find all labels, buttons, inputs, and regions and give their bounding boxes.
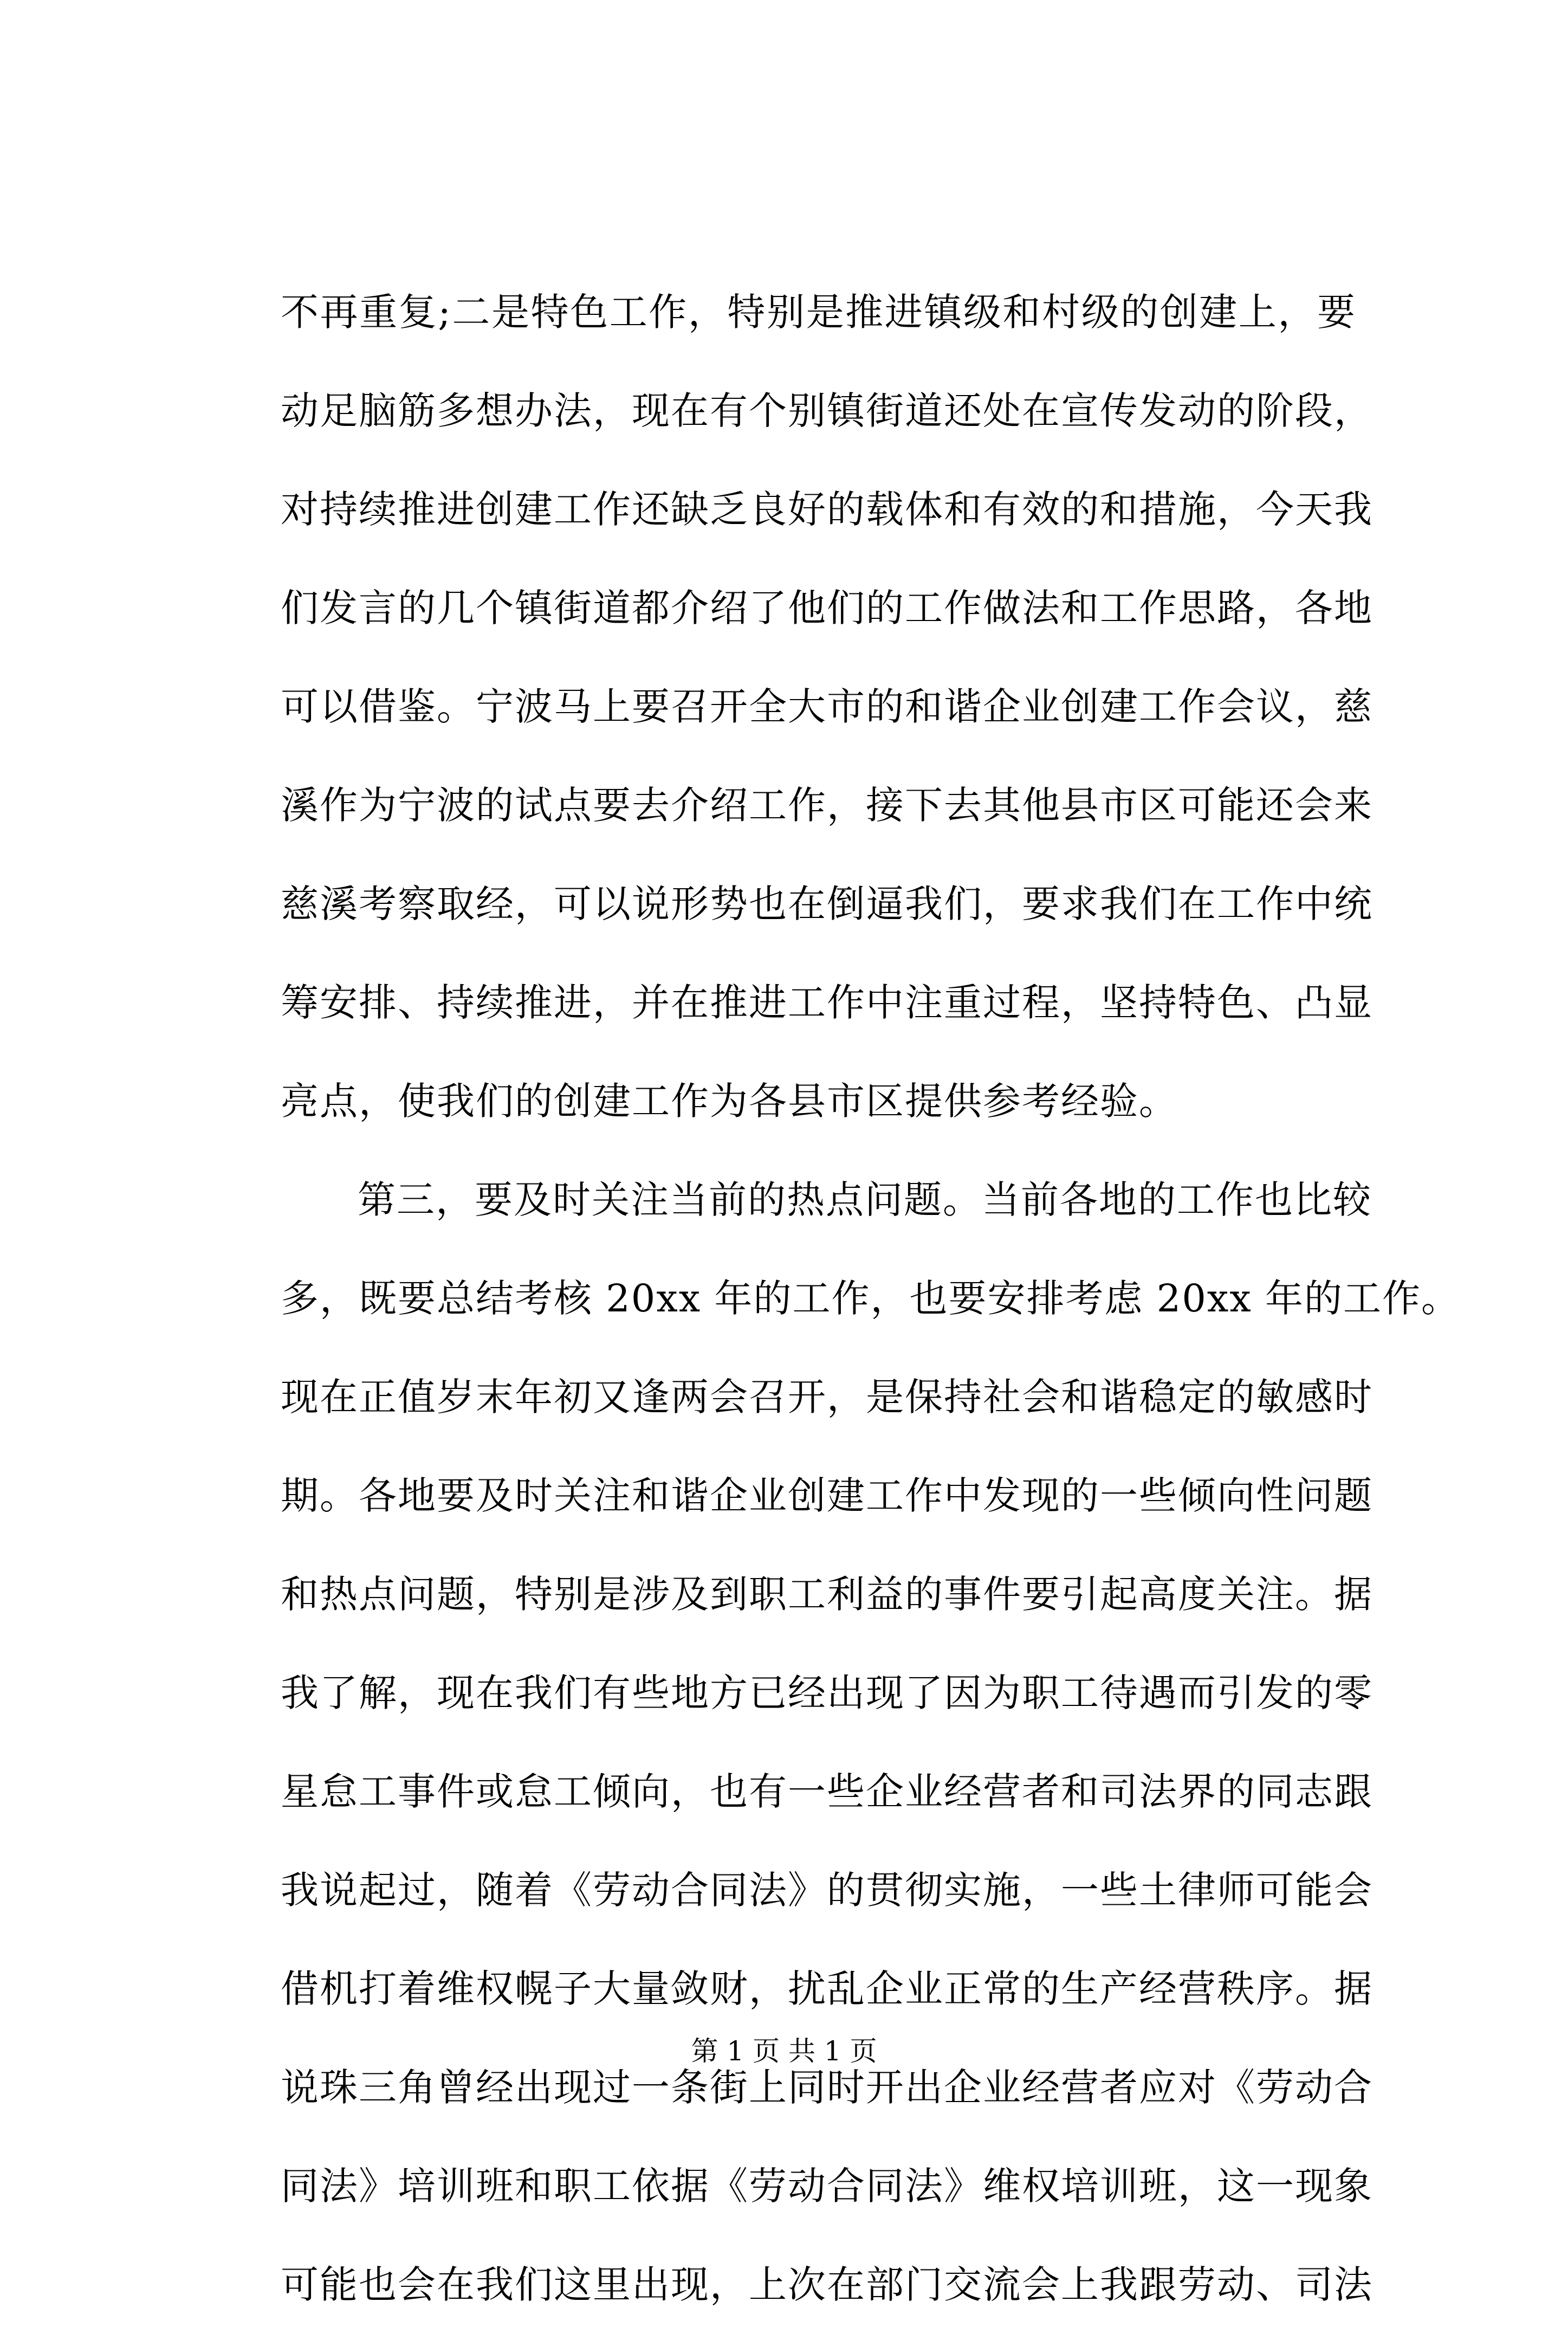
text-line: 现在正值岁末年初又逢两会召开，是保持社会和谐稳定的敏感时 (281, 1375, 1373, 1419)
body-text (281, 263, 1461, 2334)
text-line: 慈溪考察取经，可以说形势也在倒逼我们，要求我们在工作中统 (281, 882, 1373, 926)
text-line: 可以借鉴。宁波马上要召开全大市的和谐企业创建工作会议，慈 (281, 684, 1373, 729)
text-line: 不再重复;二是特色工作，特别是推进镇级和村级的创建上，要 (281, 290, 1356, 334)
page-footer: 第 1 页 共 1 页 (691, 2035, 877, 2067)
text-line: 筹安排、持续推进，并在推进工作中注重过程，坚持特色、凸显 (281, 980, 1373, 1025)
text-line: 亮点，使我们的创建工作为各县市区提供参考经验。 (281, 1079, 1178, 1123)
text-line: 同法》培训班和职工依据《劳动合同法》维权培训班，这一现象 (281, 2164, 1373, 2208)
text-line: 和热点问题，特别是涉及到职工利益的事件要引起高度关注。据 (281, 1572, 1373, 1617)
text-line: 可能也会在我们这里出现，上次在部门交流会上我跟劳动、司法 (281, 2262, 1373, 2307)
text-line: 我了解，现在我们有些地方已经出现了因为职工待遇而引发的零 (281, 1671, 1373, 1715)
text-line: 对持续推进创建工作还缺乏良好的载体和有效的和措施，今天我 (281, 487, 1373, 532)
text-line: 溪作为宁波的试点要去介绍工作，接下去其他县市区可能还会来 (281, 783, 1373, 827)
text-line: 说珠三角曾经出现过一条街上同时开出企业经营者应对《劳动合 (281, 2065, 1373, 2110)
text-line: 借机打着维权幌子大量敛财，扰乱企业正常的生产经营秩序。据 (281, 1967, 1373, 2011)
text-line: 们发言的几个镇街道都介绍了他们的工作做法和工作思路，各地 (281, 586, 1373, 630)
text-line: 我说起过，随着《劳动合同法》的贯彻实施，一些土律师可能会 (281, 1868, 1373, 1912)
text-line: 期。各地要及时关注和谐企业创建工作中发现的一些倾向性问题 (281, 1473, 1373, 1518)
text-line: 动足脑筋多想办法，现在有个别镇街道还处在宣传发动的阶段， (281, 389, 1373, 433)
paragraph-start-line: 第三，要及时关注当前的热点问题。当前各地的工作也比较 (358, 1178, 1372, 1222)
text-line: 星怠工事件或怠工倾向，也有一些企业经营者和司法界的同志跟 (281, 1769, 1373, 1814)
text-line: 多，既要总结考核 20xx 年的工作，也要安排考虑 20xx 年的工作。 (281, 1276, 1461, 1321)
